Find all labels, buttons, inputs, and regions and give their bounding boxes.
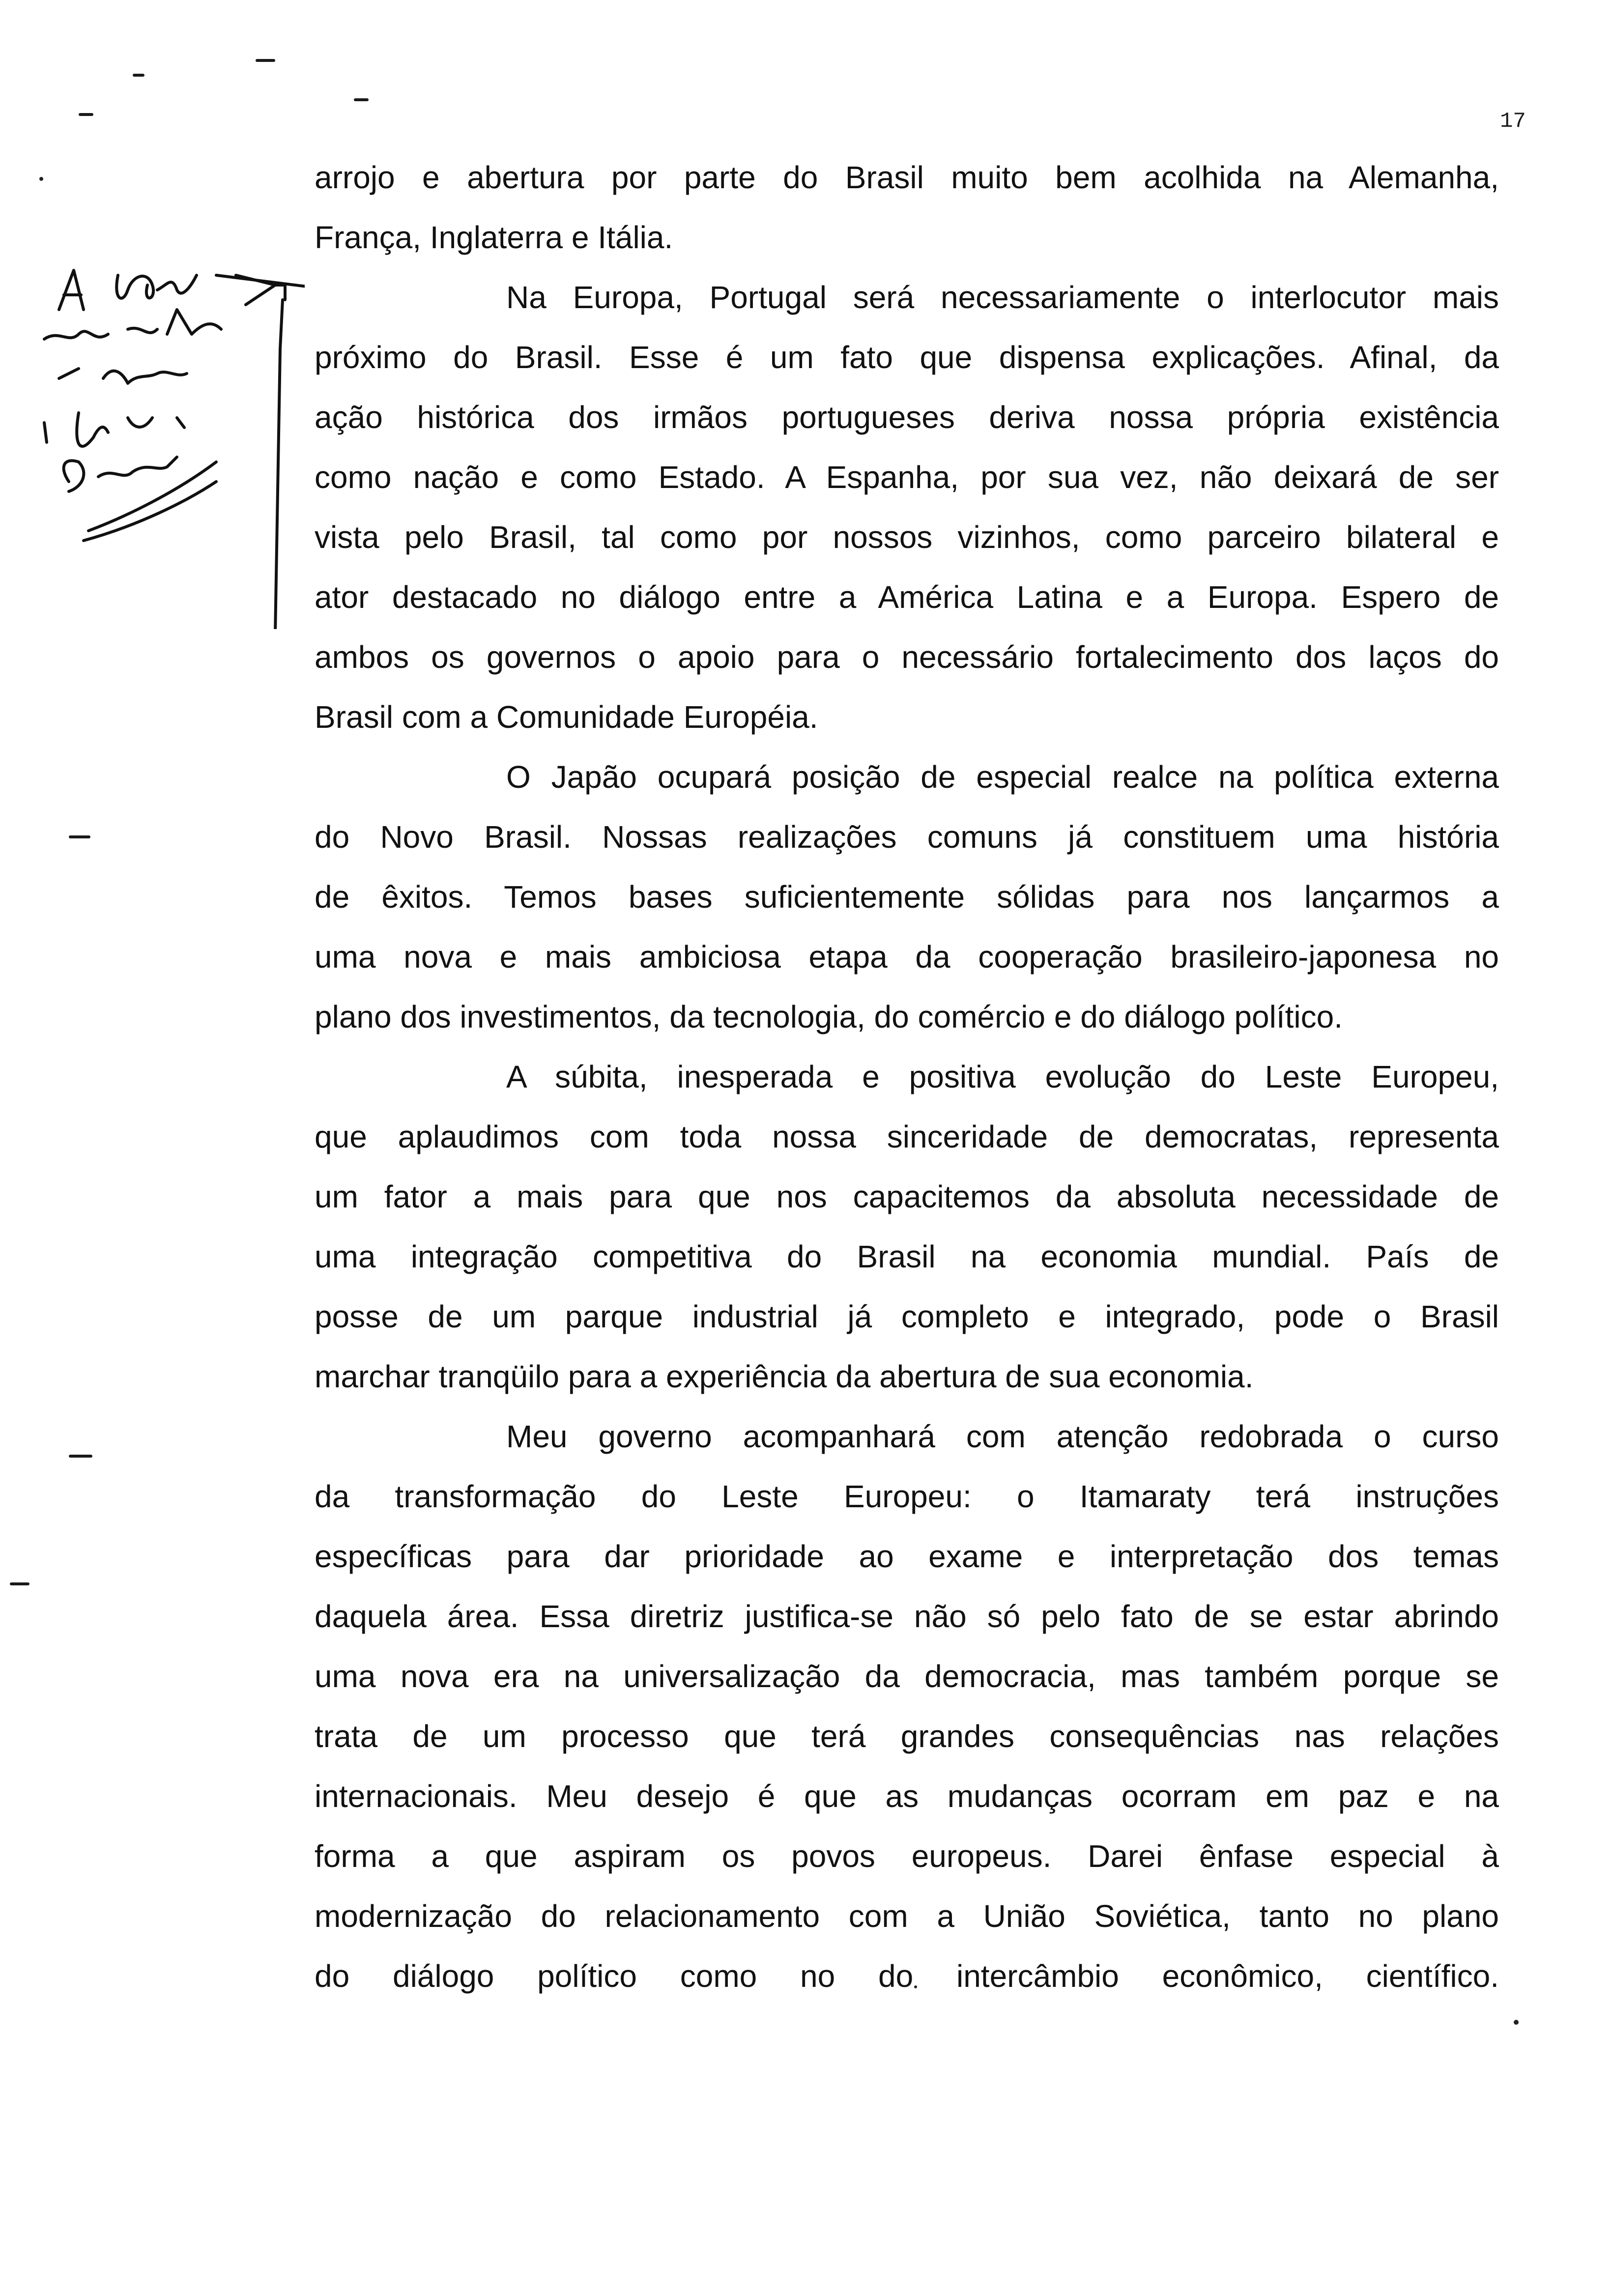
text-line: Meu governo acompanhará com atenção redobrada o curso: [506, 1419, 1499, 1454]
text-line: ambos os governos o apoio para o necessário fortalecimento dos laços do: [315, 639, 1499, 675]
text-line: próximo do Brasil. Esse é um fato que dispensa explicações. Afinal, da: [315, 340, 1499, 375]
text-line: do diálogo político como no do intercâmbio econômico, científico.: [315, 1958, 1499, 1994]
text-line: uma nova era na universalização da democracia, mas também porque se: [315, 1659, 1499, 1694]
scan-mark: [133, 74, 144, 77]
text-line: Na Europa, Portugal será necessariamente o interlocutor mais: [506, 280, 1499, 315]
page-number: 17: [1500, 109, 1526, 134]
text-line: uma nova e mais ambiciosa etapa da cooperação brasileiro-japonesa no: [315, 939, 1499, 975]
text-line: O Japão ocupará posição de especial realce na política externa: [506, 759, 1499, 795]
text-line: do Novo Brasil. Nossas realizações comuns já constituem uma história: [315, 819, 1499, 855]
text-line: trata de um processo que terá grandes consequências nas relações: [315, 1719, 1499, 1754]
text-line: que aplaudimos com toda nossa sinceridade de democratas, representa: [315, 1119, 1499, 1154]
text-line: da transformação do Leste Europeu: o Itamaraty terá instruções: [315, 1479, 1499, 1514]
scan-mark: [10, 1582, 29, 1585]
scan-mark: [69, 835, 90, 838]
paragraph-4: [315, 1047, 1499, 1406]
paragraph-5: [315, 1406, 1499, 2006]
scan-mark: [354, 98, 369, 101]
text-line: marchar tranqüilo para a experiência da abertura de sua economia.: [315, 1359, 1254, 1394]
text-line: vista pelo Brasil, tal como por nossos vizinhos, como parceiro bilateral e: [315, 519, 1499, 555]
scan-mark: [79, 113, 93, 116]
text-line: arrojo e abertura por parte do Brasil muito bem acolhida na Alemanha,: [315, 160, 1499, 195]
paragraph-3: [315, 747, 1499, 1047]
paragraph-2: [315, 267, 1499, 747]
scan-mark: [69, 1455, 92, 1458]
text-line: específicas para dar prioridade ao exame e interpretação dos temas: [315, 1539, 1499, 1574]
paragraph-1: [315, 147, 1499, 267]
text-line: internacionais. Meu desejo é que as mudanças ocorram em paz e na: [315, 1779, 1499, 1814]
text-line: como nação e como Estado. A Espanha, por sua vez, não deixará de ser: [315, 459, 1499, 495]
document-body: [315, 147, 1499, 2006]
text-line: posse de um parque industrial já completo e integrado, pode o Brasil: [315, 1299, 1499, 1334]
scan-speck: [1514, 2020, 1519, 2025]
text-line: um fator a mais para que nos capacitemos da absoluta necessidade de: [315, 1179, 1499, 1214]
text-line: Brasil com a Comunidade Européia.: [315, 699, 818, 735]
text-line: plano dos investimentos, da tecnologia, do comércio e do diálogo político.: [315, 999, 1343, 1034]
text-line: forma a que aspiram os povos europeus. Darei ênfase especial à: [315, 1838, 1499, 1874]
text-line: A súbita, inesperada e positiva evolução do Leste Europeu,: [506, 1059, 1499, 1094]
text-line: ação histórica dos irmãos portugueses deriva nossa própria existência: [315, 400, 1499, 435]
text-line: de êxitos. Temos bases suficientemente sólidas para nos lançarmos a: [315, 879, 1499, 915]
scan-speck: [39, 177, 43, 181]
text-line: França, Inglaterra e Itália.: [315, 220, 673, 255]
text-line: modernização do relacionamento com a União Soviética, tanto no plano: [315, 1898, 1499, 1934]
handwriting-scribble-icon: [29, 256, 305, 629]
text-line: daquela área. Essa diretriz justifica-se não só pelo fato de se estar abrindo: [315, 1599, 1499, 1634]
text-line: uma integração competitiva do Brasil na economia mundial. País de: [315, 1239, 1499, 1274]
scan-mark: [256, 59, 275, 62]
text-line: ator destacado no diálogo entre a América Latina e a Europa. Espero de: [315, 579, 1499, 615]
handwritten-margin-note: [29, 256, 305, 629]
